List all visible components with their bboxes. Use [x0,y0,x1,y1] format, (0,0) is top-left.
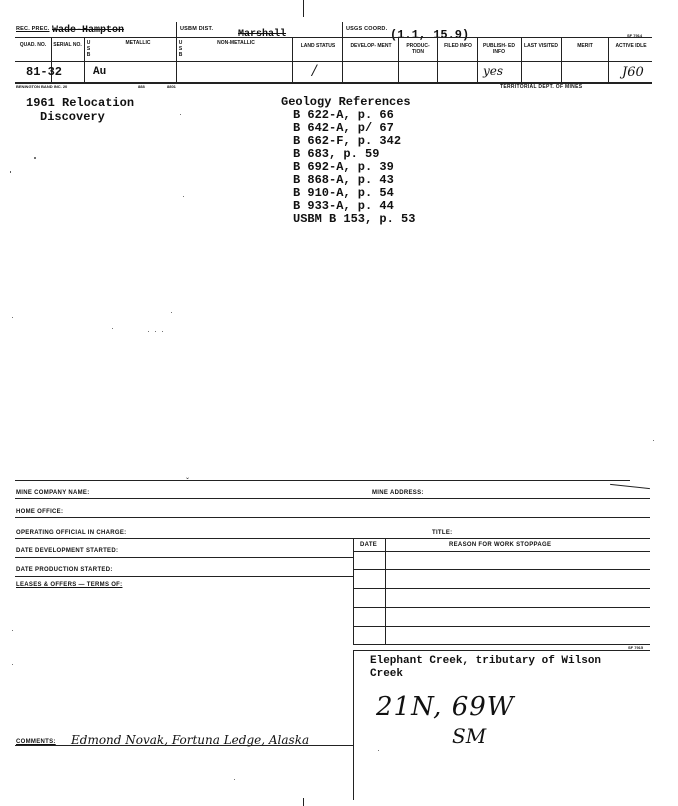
speck [12,630,13,631]
divider [176,22,177,37]
usbm-dist-label: USBM DIST. [180,26,214,32]
header-line-2 [15,61,652,62]
divider [292,37,293,82]
reference-item: B 662-F, p. 342 [293,134,402,148]
header-line-1 [15,37,652,38]
tick-mark: ⌄ [185,475,191,481]
rule [353,588,650,589]
speck [378,750,379,751]
reference-item: USBM B 153, p. 53 [293,212,416,226]
footer-curl-line [610,484,650,489]
speck [183,196,184,197]
form-number-bottom: SF 7915 [628,645,644,650]
date-production-label: DATE PRODUCTION STARTED: [16,567,113,573]
mine-address-label: MINE ADDRESS: [372,490,424,496]
note-line: 1961 Relocation [26,96,135,110]
footer-top-line [15,480,630,481]
printer-code-1: 888 [138,84,145,89]
rule [15,538,650,539]
col-active-idle: ACTIVE IDLE [615,43,647,49]
usgs-coord-label: USGS COORD. [346,26,388,32]
col-merit: MERIT [577,43,593,49]
rule [353,607,650,608]
divider [437,37,438,82]
printer-line: BENINGTON BAND INC. 20 [16,84,68,89]
reference-item: B 692-A, p. 39 [293,160,394,174]
rule [15,576,353,577]
reference-item: B 642-A, p/ 67 [293,121,394,135]
reference-item: B 933-A, p. 44 [293,199,394,213]
speck [162,331,163,332]
rule [353,644,650,645]
speck [12,664,13,665]
bottom-tick [303,798,304,806]
left-notes [26,96,134,124]
col-production: PRODUC- TION [406,43,430,55]
rule [353,551,650,552]
divider [521,37,522,82]
geology-references [281,96,415,226]
divider [342,22,343,37]
divider [398,37,399,82]
active-idle-value: J60 [622,65,644,80]
usbm-dist-value: Marshall [238,29,287,40]
divider [84,37,85,82]
col-filed-info: FILED INFO [444,43,472,49]
rule [353,626,650,627]
reference-item: B 868-A, p. 43 [293,173,394,187]
printer-code-2: 8801 [167,84,176,89]
mine-company-name-label: MINE COMPANY NAME: [16,490,90,496]
quad-serial-value: 81-32 [26,65,63,79]
divider [353,538,354,644]
published-info-value: yes [483,64,504,78]
divider [477,37,478,82]
reference-item: B 910-A, p. 54 [293,186,394,200]
title-label: TITLE: [432,530,453,536]
divider [608,37,609,82]
divider [342,37,343,82]
rule [15,557,353,558]
rec-prec-label: REC. PREC. [16,26,50,32]
divider [176,37,177,82]
col-land-status: LAND STATUS [300,43,336,49]
rule [353,650,650,651]
divider [561,37,562,82]
col-published-info: PUBLISH- ED INFO [483,43,515,55]
rec-prec-value: Wade-Hampton [52,25,125,36]
divider [385,538,386,644]
speck [148,331,149,332]
home-office-label: HOME OFFICE: [16,509,64,515]
date-column-header: DATE [360,542,378,548]
form-number-top: SF 7914 [627,33,643,38]
location-text: Elephant Creek, tributary of Wilson Creek [370,655,602,680]
meridian: SM [452,724,487,748]
top-tick [303,0,304,17]
speck [653,440,654,441]
speck [180,114,181,115]
col-metallic: METALLIC [125,40,151,46]
speck [112,328,113,329]
comments-label: COMMENTS: [16,739,56,745]
col-serial-no: SERIAL NO. [53,42,82,48]
township-range: 21N, 69W [376,692,515,722]
reason-column-header: REASON FOR WORK STOPPAGE [449,542,552,548]
col-non-metallic-code: U S B [178,40,183,58]
rule [15,745,353,746]
references-title: Geology References [281,95,411,109]
col-development: DEVELOP- MENT [350,43,392,49]
territorial-dept: TERRITORIAL DEPT. OF MINES [500,84,583,90]
operating-official-label: OPERATING OFFICIAL IN CHARGE: [16,530,127,536]
col-last-visited: LAST VISITED [524,43,558,49]
speck [155,331,156,332]
metallic-value: Au [93,66,107,78]
divider [353,650,354,800]
reference-item: B 683, p. 59 [293,147,380,161]
comments-value: Edmond Novak, Fortuna Ledge, Alaska [71,733,310,747]
speck [234,779,235,780]
date-development-label: DATE DEVELOPMENT STARTED: [16,548,119,554]
speck [171,312,172,313]
rule [15,517,650,518]
note-line: Discovery [40,110,105,124]
col-quad-no: QUAD. NO. [19,42,47,48]
speck [12,317,13,318]
usgs-coord-value: (1.1, 15.9) [390,28,470,42]
col-metallic-code: U S B [86,40,91,58]
land-status-value: / [312,63,317,79]
speck [10,171,11,173]
rule [353,569,650,570]
speck [34,157,36,159]
reference-item: B 622-A, p. 66 [293,108,394,122]
leases-label: LEASES & OFFERS — TERMS OF: [16,582,123,588]
rule [15,498,650,499]
col-non-metallic: NON-METALLIC [217,40,255,46]
